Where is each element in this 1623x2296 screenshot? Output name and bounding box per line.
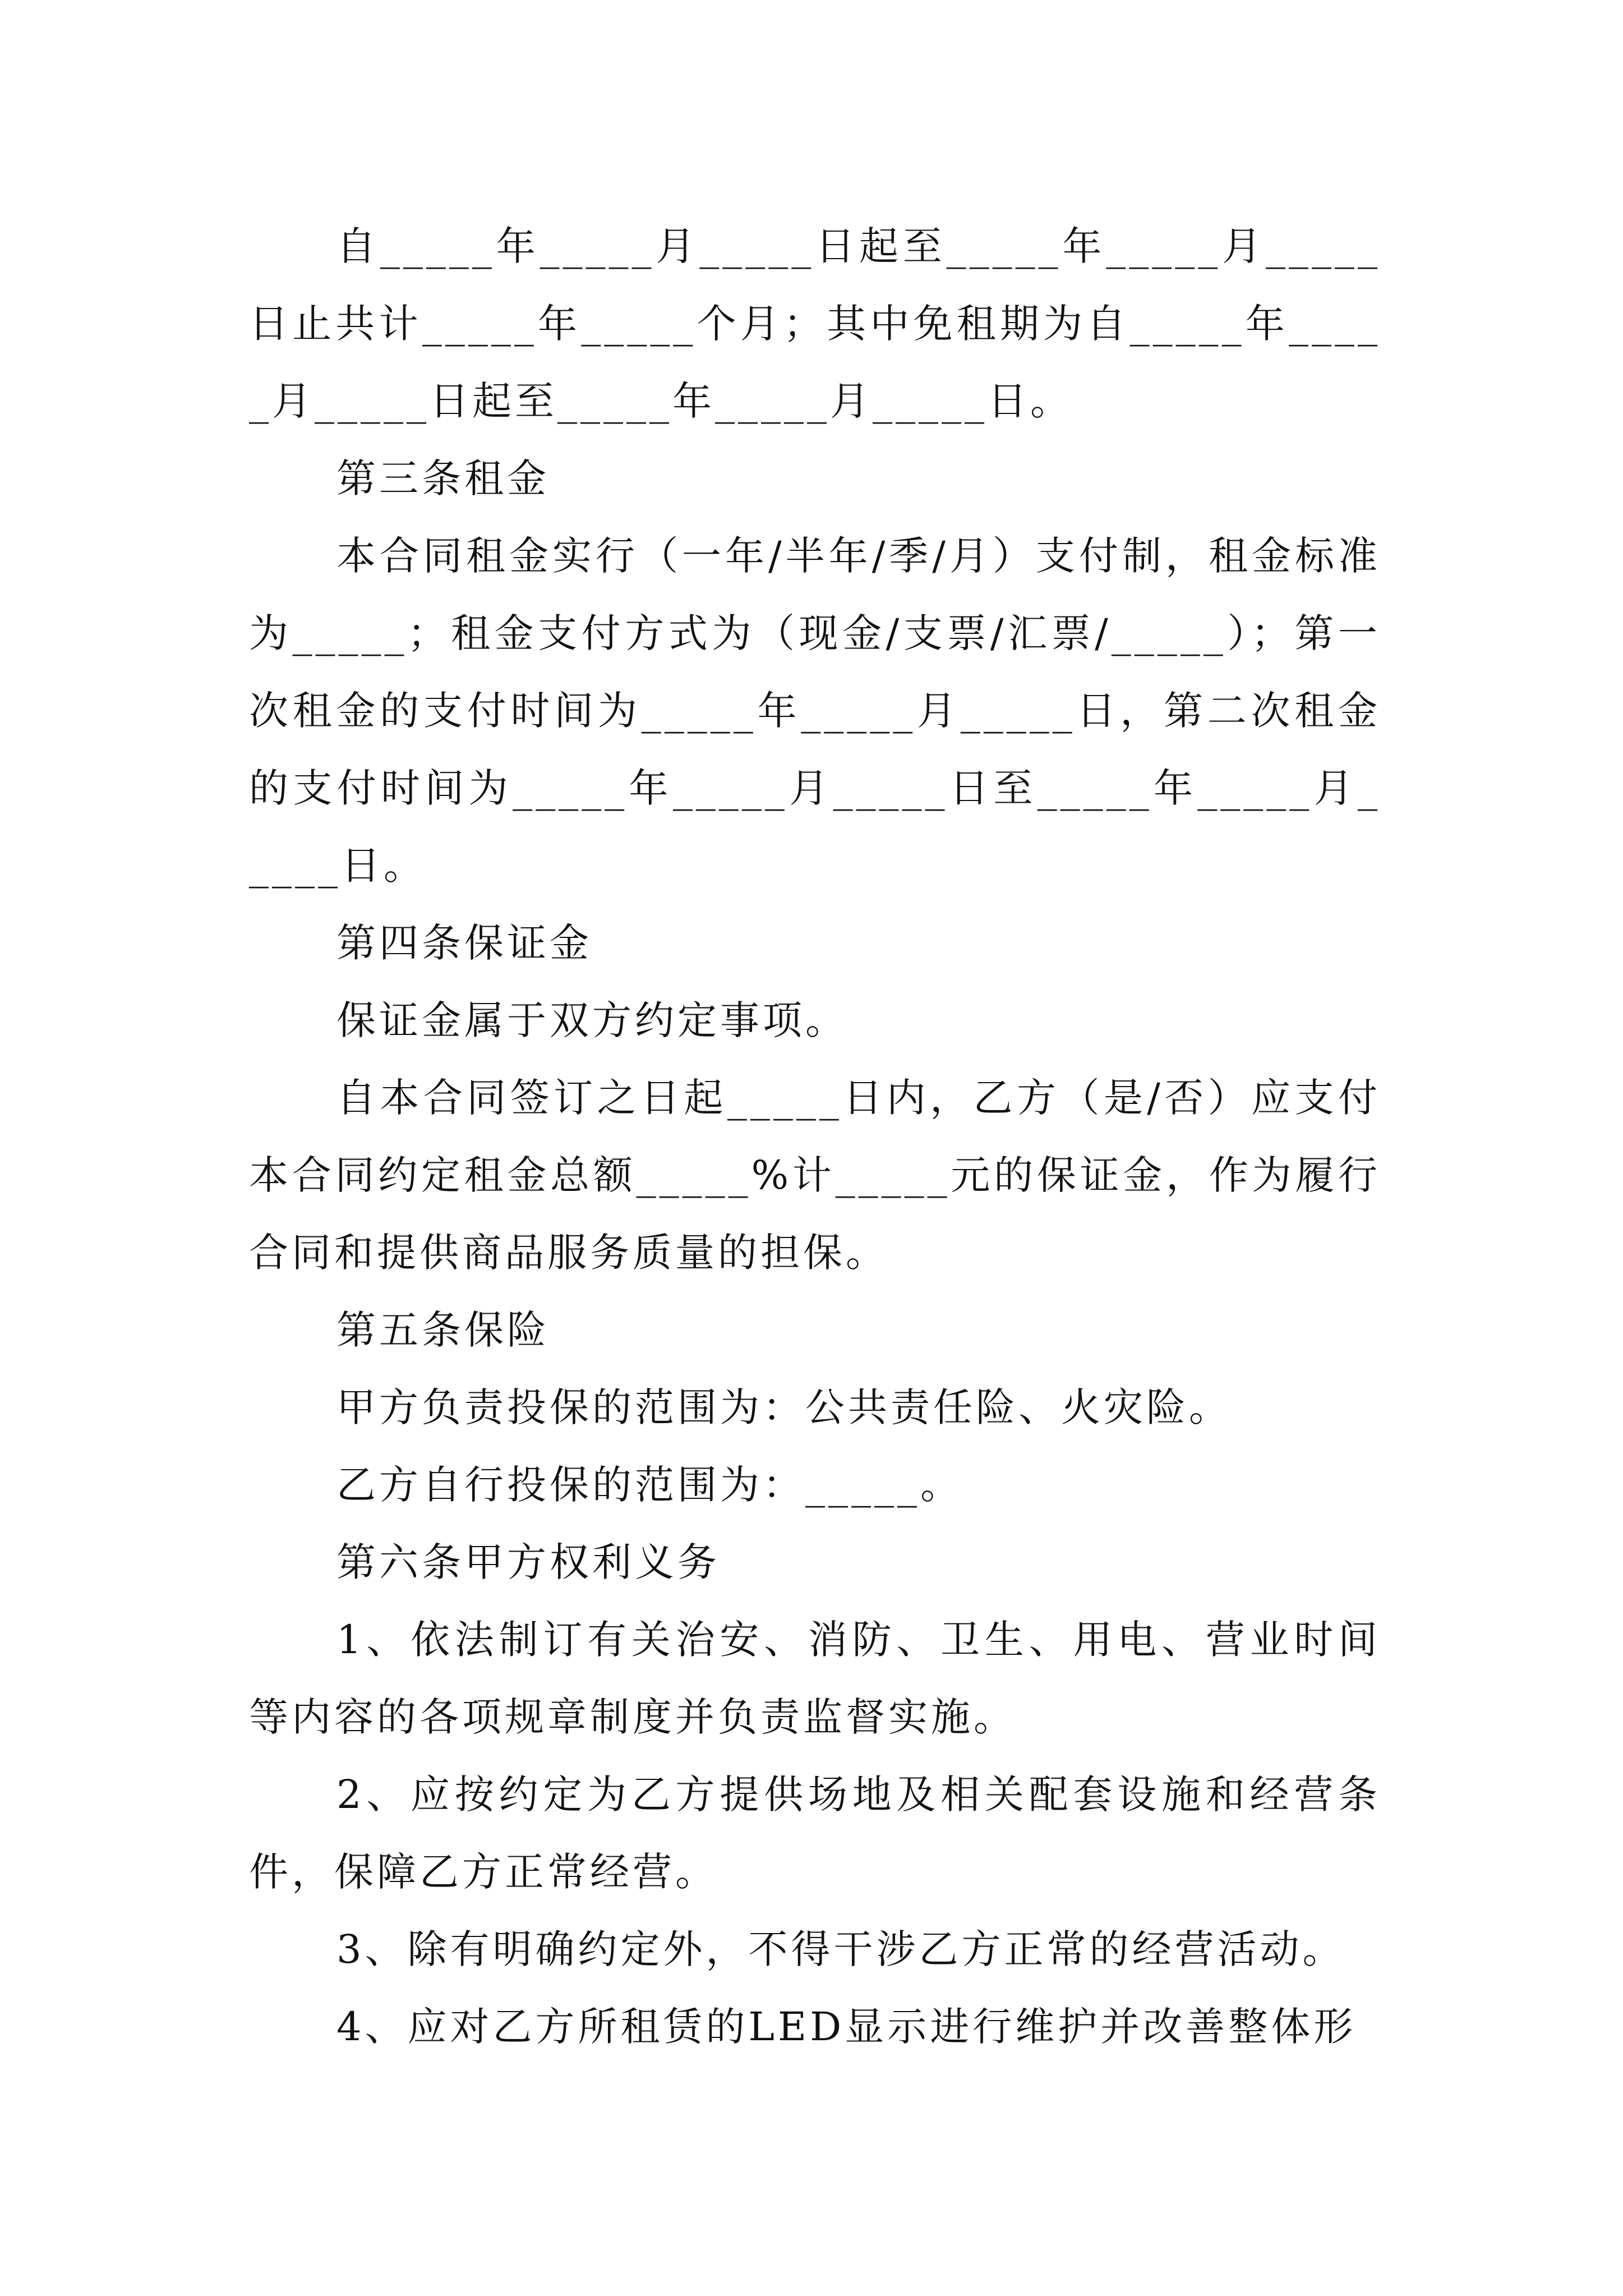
article-6-heading: 第六条甲方权利义务 — [336, 1539, 720, 1585]
article-3-heading: 第三条租金 — [336, 455, 550, 501]
article-5-heading: 第五条保险 — [336, 1307, 550, 1353]
party-b-insurance-paragraph: 乙方自行投保的范围为：_____。 — [336, 1462, 963, 1508]
article-4-heading: 第四条保证金 — [336, 920, 592, 966]
duty-item-4: 4、应对乙方所租赁的LED显示进行维护并改善整体形 — [336, 2004, 1357, 2050]
document-body — [249, 208, 1381, 2065]
lease-term-paragraph: 自_____年_____月_____日起至_____年_____月_____日止共计_____年_____个月；其中免租期为自_____年_____月_____日起至_____年_____月_____日。 — [249, 223, 1381, 424]
duty-item-3: 3、除有明确约定外，不得干涉乙方正常的经营活动。 — [336, 1926, 1345, 1972]
duty-item-1: 1、依法制订有关治安、消防、卫生、用电、营业时间等内容的各项规章制度并负责监督实施。 — [249, 1617, 1381, 1740]
deposit-agreement-paragraph: 保证金属于双方约定事项。 — [336, 997, 848, 1043]
party-a-insurance-paragraph: 甲方负责投保的范围为：公共责任险、火灾险。 — [336, 1384, 1232, 1430]
rent-paragraph: 本合同租金实行（一年/半年/季/月）支付制，租金标准为_____；租金支付方式为（现金/支票/汇票/_____）；第一次租金的支付时间为_____年_____月_____日，第二次租金的支付时间为_____年_____月_____日至_____年_____月_____日。 — [249, 533, 1381, 889]
duty-item-2: 2、应按约定为乙方提供场地及相关配套设施和经营条件，保障乙方正常经营。 — [249, 1772, 1381, 1895]
deposit-payment-paragraph: 自本合同签订之日起_____日内，乙方（是/否）应支付本合同约定租金总额_____%计_____元的保证金，作为履行合同和提供商品服务质量的担保。 — [249, 1075, 1381, 1276]
